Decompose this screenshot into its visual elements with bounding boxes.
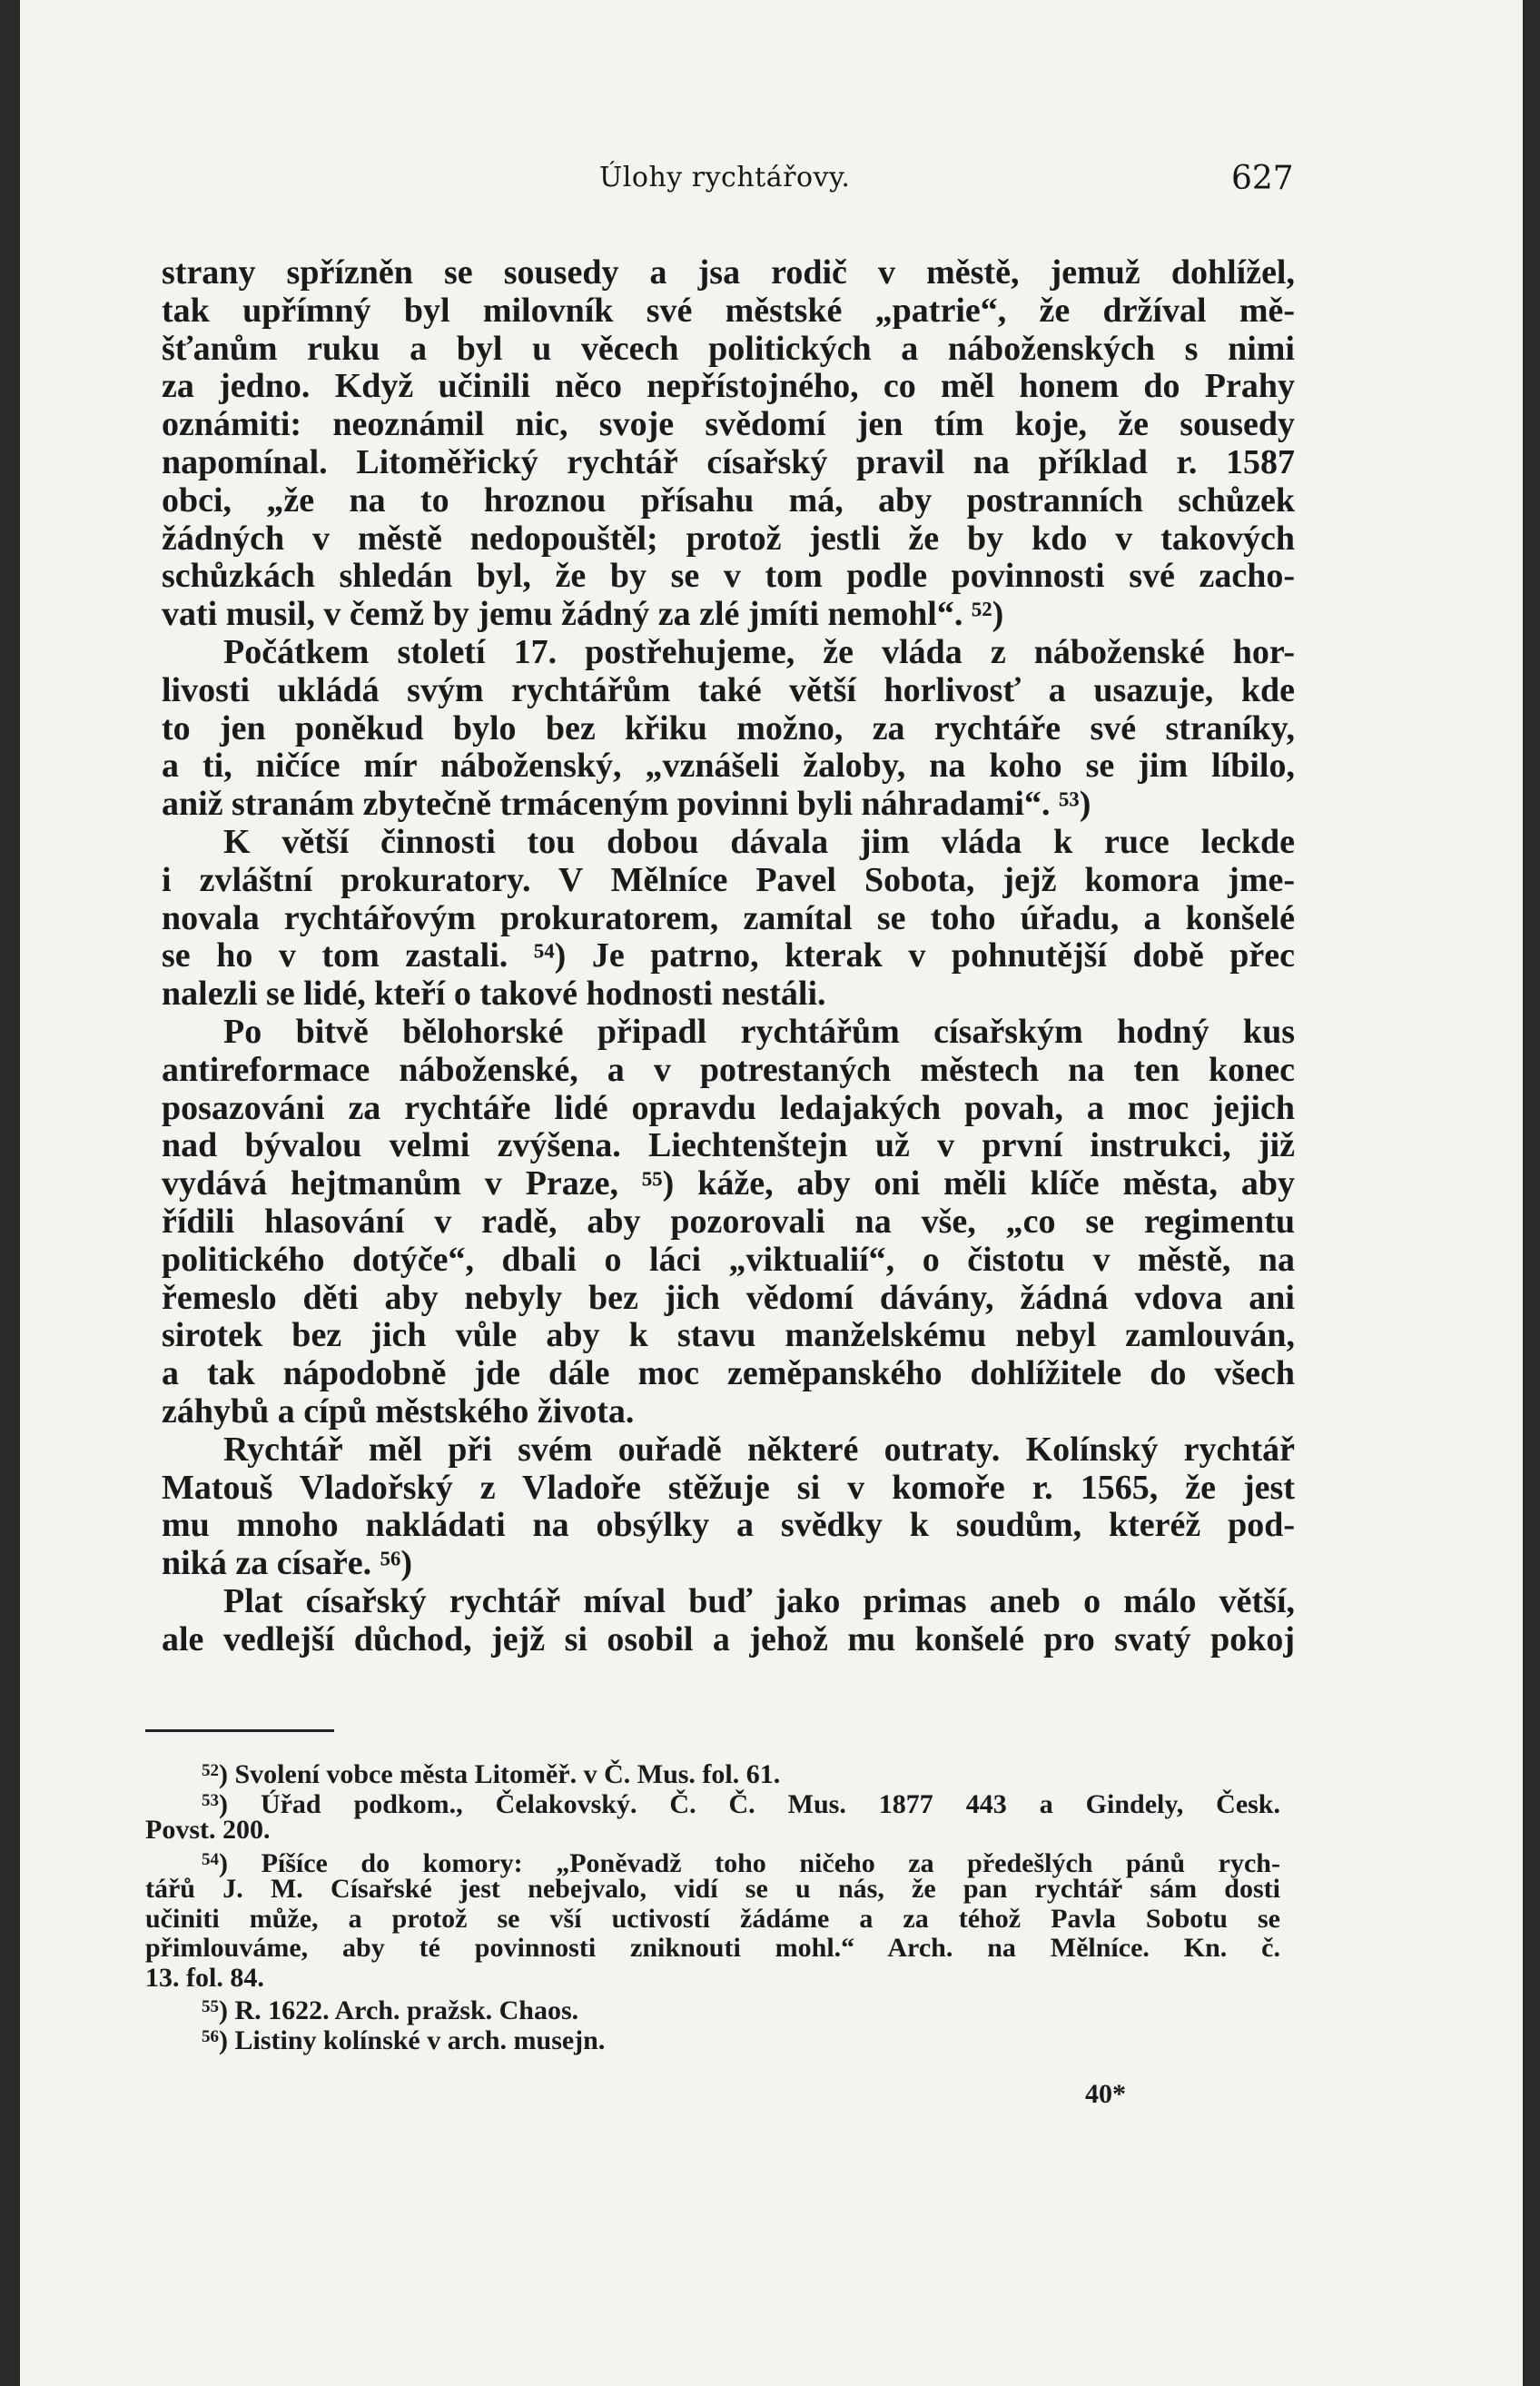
text-line: obci, „že na to hroznou přísahu má, aby postranních schůzek (162, 480, 1295, 520)
text-line: politického dotýče“, dbali o láci „viktualií“, o čistotu v městě, na (162, 1240, 1295, 1279)
footnote-separator-rule (145, 1729, 334, 1732)
footnote-text: Píšíce do komory: „Poněvadž toho ničeho za předešlých pánů rych- (261, 1847, 1280, 1878)
footnote-text: 13. fol. 84. (145, 1962, 264, 1993)
footnote-line (145, 1787, 1280, 1817)
footnote-text: R. 1622. Arch. pražsk. Chaos. (234, 1995, 579, 2025)
text-line: schůzkách shledán byl, že by se v tom podle povinnosti své zacho- (162, 557, 1295, 596)
footnote-text: Listiny kolínské v arch. musejn. (234, 2025, 606, 2055)
footnote-marker: 52 (202, 1761, 219, 1780)
footnote-marker: 56 (202, 2026, 219, 2046)
text-line: Po bitvě bělohorské připadl rychtářům císařským hodný kus (223, 1012, 1295, 1051)
footnote-line (145, 1816, 1280, 1846)
text-line: se ho v tom zastali. ⁵⁴) Je patrno, kterak v pohnutější době přec (162, 936, 1295, 975)
footnote-line (145, 1964, 1280, 1994)
text-line: mu mnoho nakládati na obsýlky a svědky k soudům, kteréž pod- (162, 1506, 1295, 1545)
footnote-line (145, 1846, 1280, 1876)
running-header-title: Úlohy rychtářovy. (599, 162, 851, 193)
footnote-text: Povst. 200. (145, 1815, 271, 1845)
footnote-line (145, 1905, 1280, 1935)
footnote-text: tářů J. M. Císařské jest nebejvalo, vidí se u nás, že pan rychtář sám dosti (145, 1874, 1280, 1904)
text-line: záhybů a cípů městského života. (162, 1391, 635, 1431)
text-line: vydává hejtmanům v Praze, ⁵⁵) káže, aby oni měli klíče města, aby (162, 1164, 1295, 1203)
text-line: niká za císaře. ⁵⁶) (162, 1544, 413, 1583)
text-line: nad bývalou velmi zvýšena. Liechtenštejn už v první instrukci, již (162, 1126, 1295, 1165)
footnote-line (145, 2023, 1280, 2053)
footnotes-block (145, 1757, 1280, 2055)
footnote-line (145, 1757, 1280, 1787)
footnote-marker-paren: ) (219, 1759, 235, 1789)
page-number: 627 (1231, 160, 1294, 197)
text-line: a ti, ničíce mír náboženský, „vznášeli žaloby, na koho se jim líbilo, (162, 747, 1295, 786)
footnote-marker-paren: ) (219, 1788, 261, 1819)
text-line: sirotek bez jich vůle aby k stavu manželskému nebyl zamlouván, (162, 1316, 1295, 1355)
text-line: livosti ukládá svým rychtářům také větší horlivosť a usazuje, kde (162, 670, 1295, 709)
text-line: řídili hlasování v radě, aby pozorovali na vše, „co se regimentu (162, 1202, 1295, 1241)
text-line: řemeslo děti aby nebyly bez jich vědomí dávány, žádná vdova ani (162, 1278, 1295, 1317)
text-line: posazováni za rychtáře lidé opravdu ledajakých povah, a moc jejich (162, 1088, 1295, 1127)
footnote-marker: 55 (202, 1997, 219, 2016)
text-line: Plat císařský rychtář míval buď jako primas aneb o málo větší, (223, 1581, 1295, 1620)
text-line: napomínal. Litoměřický rychtář císařský pravil na příklad r. 1587 (162, 442, 1295, 481)
text-line: K větší činnosti tou dobou dávala jim vláda k ruce leckde (223, 822, 1295, 861)
footnote-text: Úřad podkom., Čelakovský. Č. Č. Mus. 1877 443 a Gindely, Česk. (260, 1788, 1280, 1819)
text-line: Matouš Vladořský z Vladoře stěžuje si v komoře r. 1565, že jest (162, 1468, 1295, 1507)
text-line: ale vedlejší důchod, jejž si osobil a jehož mu konšelé pro svatý pokoj (162, 1619, 1295, 1658)
footnote-marker: 54 (202, 1849, 219, 1869)
text-line: žádných v městě nedopouštěl; protož jestli že by kdo v takových (162, 519, 1295, 558)
text-line: za jedno. Když učinili něco nepřístojného, co měl honem do Prahy (162, 367, 1295, 406)
printer-signature-mark: 40* (1085, 2079, 1126, 2109)
text-line: antireformace náboženské, a v potrestaných městech na ten konec (162, 1050, 1295, 1089)
footnote-marker-paren: ) (219, 2025, 235, 2055)
text-line: Rychtář měl při svém ouřadě některé outraty. Kolínský rychtář (223, 1430, 1295, 1469)
footnote-marker-paren: ) (219, 1995, 235, 2025)
footnote-text: Svolení vobce města Litoměř. v Č. Mus. fol. 61. (234, 1759, 781, 1789)
text-line: aniž stranám zbytečně trmáceným povinni byli náhradami“. ⁵³) (162, 785, 1091, 824)
text-line: a tak nápodobně jde dále moc zeměpanského dohlížitele do všech (162, 1354, 1295, 1393)
main-text-block (162, 254, 1295, 1658)
text-line: tak upřímný byl milovník své městské „patrie“, že držíval mě- (162, 291, 1295, 330)
footnote-line (145, 1934, 1280, 1964)
text-line: vati musil, v čemž by jemu žádný za zlé jmíti nemohl“. ⁵²) (162, 595, 1004, 634)
footnote-marker: 53 (202, 1790, 219, 1810)
text-line: oznámiti: neoznámil nic, svoje svědomí jen tím koje, že sousedy (162, 405, 1295, 444)
footnote-text: učiniti může, a protož se vší uctivostí žádáme a za téhož Pavla Sobotu se (145, 1903, 1280, 1934)
footnote-line (145, 1875, 1280, 1905)
text-line: nalezli se lidé, kteří o takové hodnosti nestáli. (162, 975, 826, 1014)
footnote-line (145, 1993, 1280, 2023)
footnote-text: přimlouváme, aby té povinnosti zniknouti mohl.“ Arch. na Mělníce. Kn. č. (145, 1933, 1280, 1963)
text-line: šťanům ruku a byl u věcech politických a náboženských s nimi (162, 329, 1295, 368)
text-line: strany spřízněn se sousedy a jsa rodič v městě, jemuž dohlížel, (162, 253, 1295, 292)
text-line: to jen poněkud bylo bez křiku možno, za rychtáře své straníky, (162, 708, 1295, 747)
text-line: i zvláštní prokuratory. V Mělníce Pavel Sobota, jejž komora jme- (162, 860, 1295, 899)
footnote-marker-paren: ) (219, 1847, 262, 1878)
text-line: novala rychtářovým prokuratorem, zamítal se toho úřadu, a konšelé (162, 898, 1295, 937)
text-line: Počátkem století 17. postřehujeme, že vláda z náboženské hor- (223, 632, 1295, 671)
